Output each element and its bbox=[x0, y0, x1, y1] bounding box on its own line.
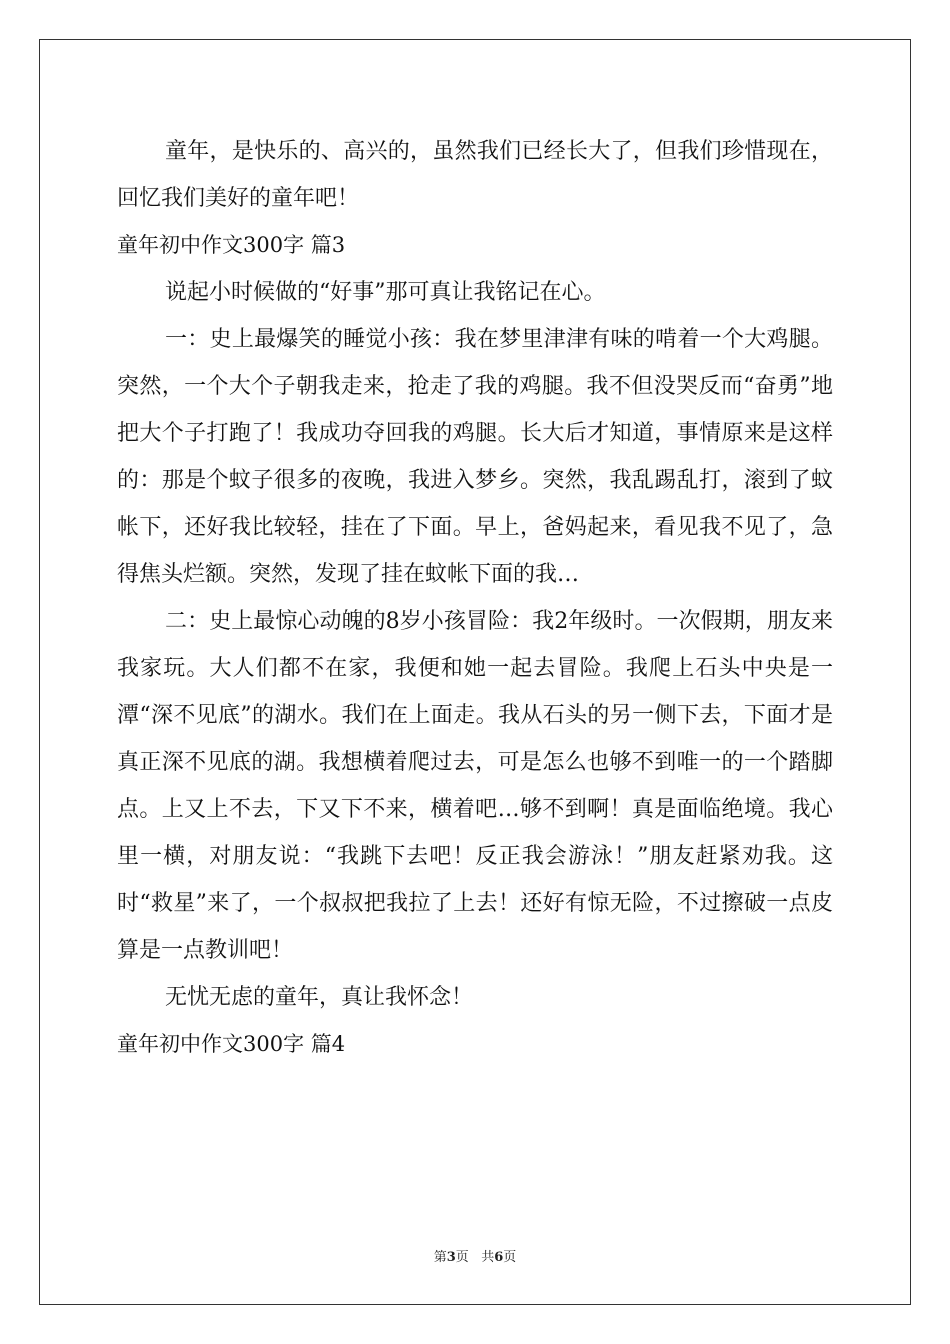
paragraph: 童年，是快乐的、高兴的，虽然我们已经长大了，但我们珍惜现在，回忆我们美好的童年吧！ bbox=[117, 139, 833, 211]
paragraph: 二：史上最惊心动魄的8岁小孩冒险：我2年级时。一次假期，朋友来我家玩。大人们都不在家，我便和她一起去冒险。我爬上石头中央是一潭“深不见底”的湖水。我们在上面走。我从石头的另一侧下去，下面才是真正深不见底的湖。我想横着爬过去，可是怎么也够不到唯一的一个踏脚点。上又上不去，下又下不来，横着吧…够不到啊！真是面临绝境。我心里一横，对朋友说：“我跳下去吧！反正我会游泳！”朋友赶紧劝我。这时“救星”来了，一个叔叔把我拉了上去！还好有惊无险，不过擦破一点皮算是一点教训吧！ bbox=[117, 609, 833, 963]
paragraph: 无忧无虑的童年，真让我怀念！ bbox=[165, 985, 474, 1010]
paragraph: 说起小时候做的“好事”那可真让我铭记在心。 bbox=[165, 280, 606, 305]
page-prefix: 第 bbox=[433, 1250, 447, 1265]
total-suffix: 页 bbox=[503, 1250, 517, 1265]
paragraph: 一：史上最爆笑的睡觉小孩：我在梦里津津有味的啃着一个大鸡腿。突然，一个大个子朝我走来，抢走了我的鸡腿。我不但没哭反而“奋勇”地把大个子打跑了！我成功夺回我的鸡腿。长大后才知道，事情原来是这样的：那是个蚊子很多的夜晚，我进入梦乡。突然，我乱踢乱打，滚到了蚊帐下，还好我比较轻，挂在了下面。早上，爸妈起来，看见我不见了，急得焦头烂额。突然，发现了挂在蚊帐下面的我… bbox=[117, 327, 833, 587]
page-footer bbox=[0, 1246, 950, 1265]
total-prefix: 共 bbox=[481, 1250, 495, 1265]
section-heading: 童年初中作文300字 篇4 bbox=[117, 1032, 346, 1056]
page-total: 6 bbox=[494, 1250, 504, 1265]
section-heading: 童年初中作文300字 篇3 bbox=[117, 233, 346, 257]
page-suffix: 页 bbox=[455, 1250, 469, 1265]
document-body bbox=[117, 128, 833, 1068]
page-current: 3 bbox=[446, 1250, 456, 1265]
